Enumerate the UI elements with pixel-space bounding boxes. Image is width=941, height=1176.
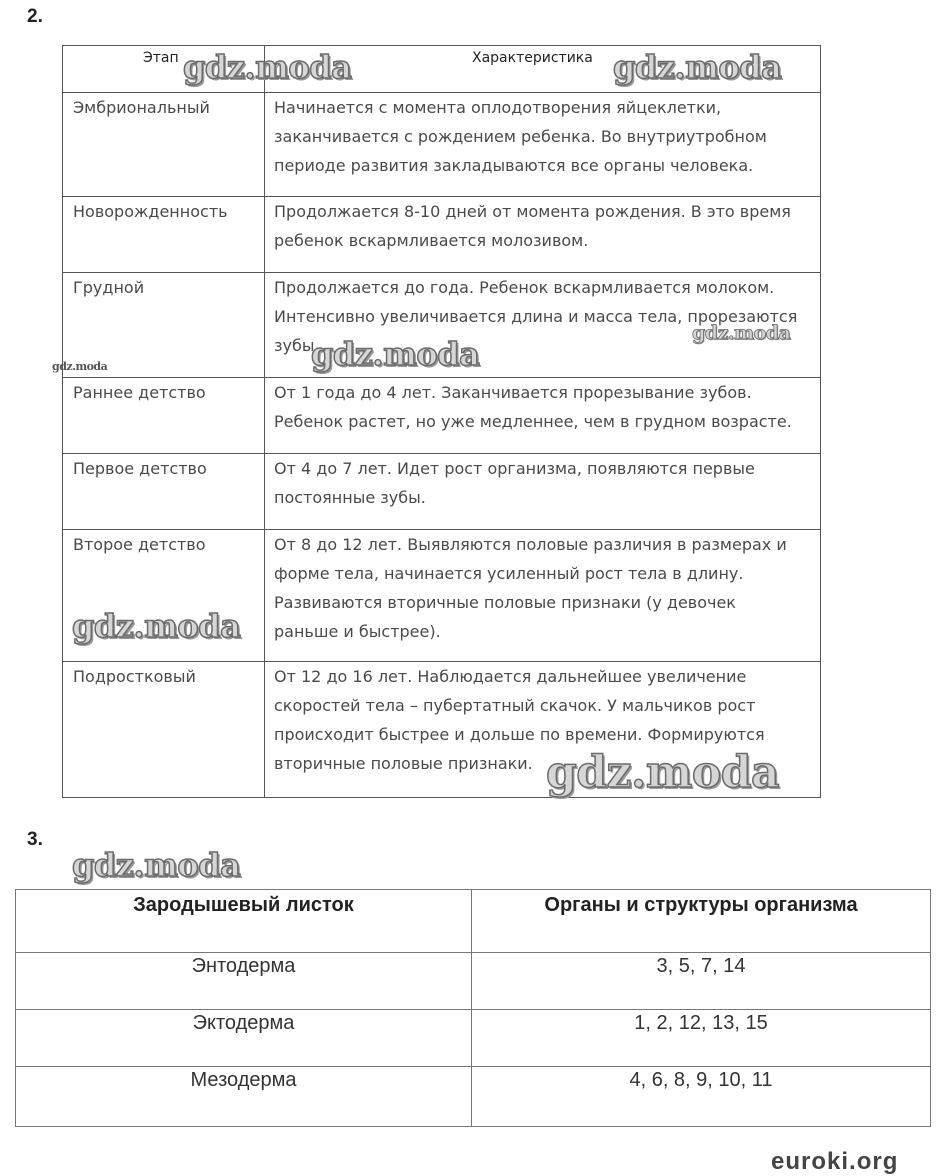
watermark: gdz.moda — [52, 360, 108, 373]
stage-cell: Грудной — [63, 273, 265, 378]
desc-text: От 1 года до 4 лет. Заканчивается прорезывание зубов. Ребенок растет, но уже медленнее, чем в грудном возрасте. — [274, 383, 792, 431]
watermark: gdz.moda — [692, 322, 791, 344]
header-organs: Органы и структуры организма — [472, 890, 931, 953]
desc-cell — [265, 197, 821, 273]
stage-cell: Новорожденность — [63, 197, 265, 273]
watermark: gdz.moda — [72, 607, 241, 645]
organs-cell: 4, 6, 8, 9, 10, 11 — [472, 1067, 931, 1127]
table-row — [63, 93, 821, 197]
header-stage-label: Этап — [143, 50, 179, 66]
table-row — [63, 454, 821, 530]
desc-text: Продолжается до года. Ребенок вскармливается молоком. Интенсивно увеличивается длина и масса тела, прорезаются зубы. — [274, 278, 798, 355]
watermark: gdz.moda — [72, 846, 241, 884]
organs-cell: 3, 5, 7, 14 — [472, 953, 931, 1010]
table-row — [63, 378, 821, 454]
header-characteristic-label: Характеристика — [472, 50, 593, 66]
header-germ-layer: Зародышевый листок — [16, 890, 472, 953]
desc-text: От 4 до 7 лет. Идет рост организма, появляются первые постоянные зубы. — [274, 459, 755, 507]
watermark: gdz.moda — [546, 747, 780, 798]
table-row — [63, 197, 821, 273]
germ-layer-cell: Энтодерма — [16, 953, 472, 1010]
watermark: gdz.moda — [613, 48, 782, 86]
desc-text: От 12 до 16 лет. Наблюдается дальнейшее увеличение скоростей тела – пубертатный скачок. У мальчиков рост происходит быстрее и дольше по времени. Формируются вторичные половые признаки. — [274, 667, 765, 773]
organs-cell: 1, 2, 12, 13, 15 — [472, 1010, 931, 1067]
table-row — [16, 1067, 931, 1127]
desc-cell — [265, 454, 821, 530]
footer-site-label: euroki.org — [771, 1148, 899, 1175]
desc-cell — [265, 378, 821, 454]
table-row — [16, 953, 931, 1010]
stage-cell: Подростковый — [63, 662, 265, 798]
table-header-row — [16, 890, 931, 953]
desc-cell — [265, 530, 821, 662]
germ-layer-cell: Мезодерма — [16, 1067, 472, 1127]
watermark: gdz.moda — [183, 48, 352, 86]
desc-text: Продолжается 8-10 дней от момента рождения. В это время ребенок вскармливается молозивом. — [274, 202, 791, 250]
stage-cell: Раннее детство — [63, 378, 265, 454]
desc-text: Начинается с момента оплодотворения яйцеклетки, заканчивается с рождением ребенка. Во внутриутробном периоде развития закладываются все органы человека. — [274, 98, 767, 175]
germ-layer-cell: Эктодерма — [16, 1010, 472, 1067]
stage-cell: Первое детство — [63, 454, 265, 530]
watermark: gdz.moda — [311, 335, 480, 373]
desc-cell — [265, 93, 821, 197]
stage-cell: Второе детство — [63, 530, 265, 662]
stage-cell: Эмбриональный — [63, 93, 265, 197]
section-3-number: 3. — [27, 829, 43, 850]
age-stages-table — [62, 45, 821, 798]
table-row — [16, 1010, 931, 1067]
germ-layers-table — [15, 889, 931, 1127]
section-2-number: 2. — [27, 6, 43, 27]
desc-text: От 8 до 12 лет. Выявляются половые различия в размерах и форме тела, начинается усиленный рост тела в длину. Развиваются вторичные половые признаки (у девочек раньше и быстрее). — [274, 535, 787, 641]
